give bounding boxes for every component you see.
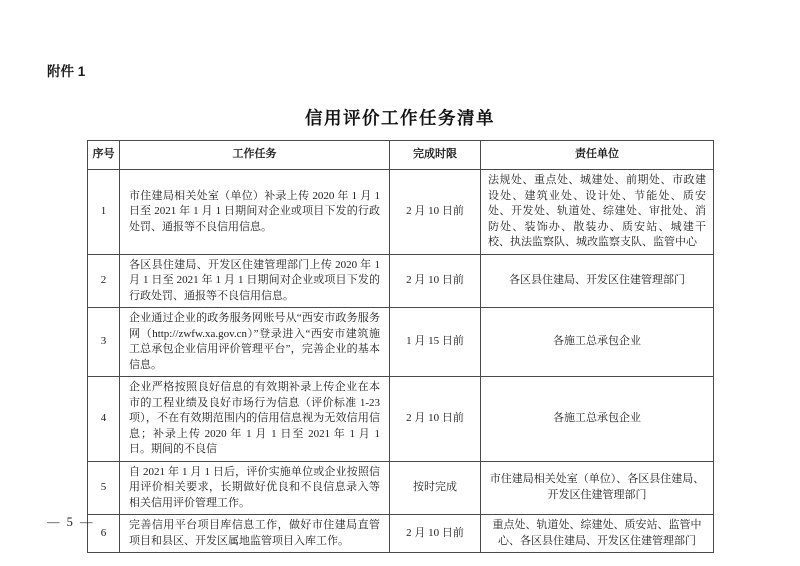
task-cell: 完善信用平台项目库信息工作，做好市住建局直管项目和县区、开发区属地监管项目入库工作。: [120, 515, 390, 553]
table-row: [88, 254, 714, 308]
header-no: 序号: [88, 141, 120, 170]
deadline-cell: 2 月 10 日前: [390, 515, 481, 553]
credit-evaluation-task-table: [87, 140, 714, 553]
unit-cell: 各施工总承包企业: [481, 377, 714, 462]
table-row: [88, 170, 714, 255]
unit-cell: 市住建局相关处室（单位）、各区县住建局、开发区住建管理部门: [481, 461, 714, 515]
task-cell: 自 2021 年 1 月 1 日后，评价实施单位或企业按照信用评价相关要求，长期做好优良和不良信息录入等相关信用评价管理工作。: [120, 461, 390, 515]
header-deadline: 完成时限: [390, 141, 481, 170]
task-cell: 市住建局相关处室（单位）补录上传 2020 年 1 月 1 日至 2021 年 1 月 1 日期间对企业或项目下发的行政处罚、通报等不良信用信息。: [120, 170, 390, 255]
unit-cell: 各区县住建局、开发区住建管理部门: [481, 254, 714, 308]
deadline-cell: 2 月 10 日前: [390, 254, 481, 308]
deadline-cell: 按时完成: [390, 461, 481, 515]
attachment-label: 附件 1: [47, 64, 86, 79]
row-number: 4: [88, 377, 120, 462]
document-title: 信用评价工作任务清单: [305, 108, 495, 128]
header-unit: 责任单位: [481, 141, 714, 170]
table-row: [88, 377, 714, 462]
page-number: — 5 —: [47, 515, 95, 529]
deadline-cell: 1 月 15 日前: [390, 308, 481, 377]
table-row: [88, 461, 714, 515]
row-number: 2: [88, 254, 120, 308]
unit-cell: 重点处、轨道处、综建处、质安站、监管中心、各区县住建局、开发区住建管理部门: [481, 515, 714, 553]
table-header-row: [88, 141, 714, 170]
unit-cell: 法规处、重点处、城建处、前期处、市政建设处、建筑业处、设计处、节能处、质安处、开发处、轨道处、综建处、审批处、消防处、装饰办、散装办、质安站、城建干校、执法监察队、城改监察支队、监管中心: [481, 170, 714, 255]
deadline-cell: 2 月 10 日前: [390, 377, 481, 462]
task-cell: 各区县住建局、开发区住建管理部门上传 2020 年 1 月 1 日至 2021 年 1 月 1 日期间对企业或项目下发的行政处罚、通报等不良信用信息。: [120, 254, 390, 308]
unit-cell: 各施工总承包企业: [481, 308, 714, 377]
row-number: 5: [88, 461, 120, 515]
task-cell: 企业严格按照良好信息的有效期补录上传企业在本市的工程业绩及良好市场行为信息（评价标准 1-23 项），不在有效期范围内的信用信息视为无效信用信息；补录上传 2020 年 1 月 1 日至 2021 年 1 月 1 日。期间的不良信: [120, 377, 390, 462]
header-task: 工作任务: [120, 141, 390, 170]
row-number: 1: [88, 170, 120, 255]
deadline-cell: 2 月 10 日前: [390, 170, 481, 255]
row-number: 6: [88, 515, 120, 553]
row-number: 3: [88, 308, 120, 377]
task-cell: 企业通过企业的政务服务网账号从“西安市政务服务网（http://zwfw.xa.gov.cn）”登录进入“西安市建筑施工总承包企业信用评价管理平台”，完善企业的基本信息。: [120, 308, 390, 377]
table-row: [88, 515, 714, 553]
table-row: [88, 308, 714, 377]
